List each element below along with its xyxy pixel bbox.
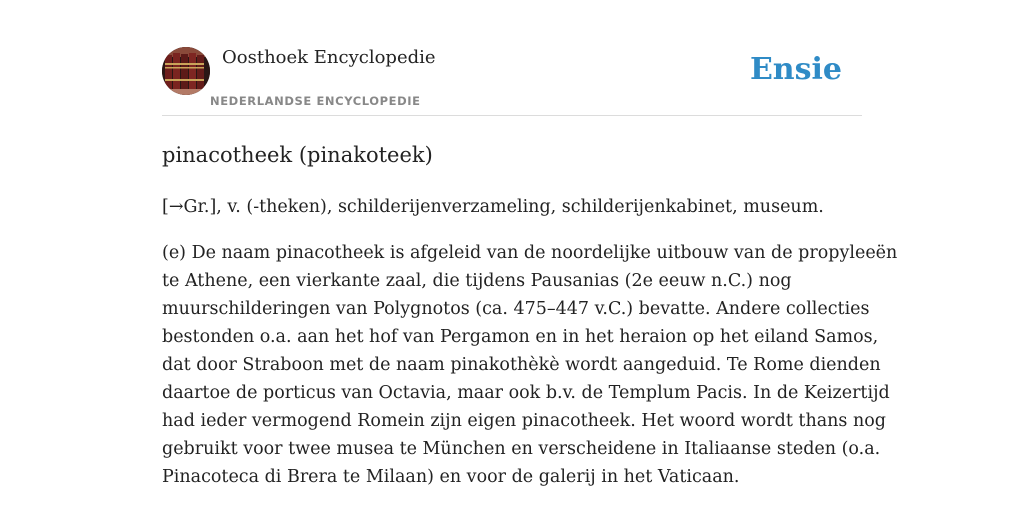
entry-body bbox=[162, 239, 898, 491]
brand-logo-link[interactable]: Ensie bbox=[749, 52, 842, 87]
entry-body-line: had ieder vermogend Romein zijn eigen pinacotheek. Het woord wordt thans nog bbox=[162, 411, 886, 431]
entry-body-line: te Athene, een vierkante zaal, die tijdens Pausanias (2e eeuw n.C.) nog bbox=[162, 271, 792, 291]
entry-body-line: gebruikt voor twee musea te München en verscheidene in Italiaanse steden (o.a. bbox=[162, 439, 881, 459]
entry-body-line: muurschilderingen van Polygnotos (ca. 475–447 v.C.) bevatte. Andere collecties bbox=[162, 299, 870, 319]
site-header bbox=[162, 0, 862, 116]
entry-body-line: Pinacoteca di Brera te Milaan) en voor de galerij in het Vaticaan. bbox=[162, 467, 740, 487]
entry-body-line: (e) De naam pinacotheek is afgeleid van de noordelijke uitbouw van de propyleeën bbox=[162, 243, 898, 263]
page bbox=[162, 0, 898, 487]
encyclopedia-books-icon[interactable] bbox=[162, 47, 210, 95]
entry-definition: [→Gr.], v. (-theken), schilderijenverzameling, schilderijenkabinet, museum. bbox=[162, 197, 824, 217]
site-subtitle: NEDERLANDSE ENCYCLOPEDIE bbox=[210, 94, 421, 108]
entry-body-line: daartoe de porticus van Octavia, maar ook b.v. de Templum Pacis. In de Keizertijd bbox=[162, 383, 890, 403]
entry-body-line: dat door Straboon met de naam pinakothèkè wordt aangeduid. Te Rome dienden bbox=[162, 355, 881, 375]
site-title[interactable]: Oosthoek Encyclopedie bbox=[222, 47, 436, 68]
entry-body-line: bestonden o.a. aan het hof van Pergamon en in het heraion op het eiland Samos, bbox=[162, 327, 879, 347]
entry-title: pinacotheek (pinakoteek) bbox=[162, 143, 433, 167]
